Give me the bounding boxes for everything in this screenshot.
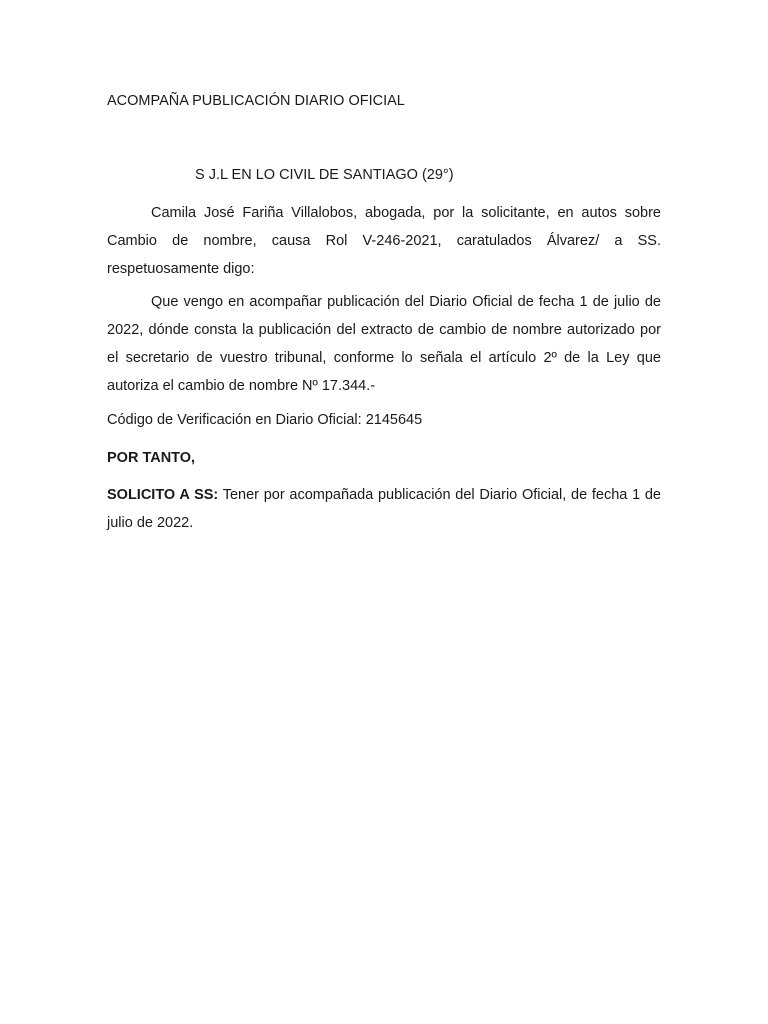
intro-paragraph: Camila José Fariña Villalobos, abogada, por la solicitante, en autos sobre Cambio de nombre, causa Rol V-246-2021, caratulados Álvarez/ a SS. respetuosamente digo: [107, 205, 661, 277]
court-addressee: S J.L EN LO CIVIL DE SANTIAGO (29°) [195, 167, 454, 183]
request-text: Tener por acompañada publicación del Diario Oficial, de fecha 1 de julio de 2022. [107, 487, 661, 531]
body-paragraph: Que vengo en acompañar publicación del Diario Oficial de fecha 1 de julio de 2022, dónde consta la publicación del extracto de cambio de nombre autorizado por el secretario de vuestro tribunal, conforme lo señala el artículo 2º de la Ley que autoriza el cambio de nombre Nº 17.344.- [107, 294, 661, 394]
por-tanto-heading: POR TANTO, [107, 450, 196, 466]
verification-code-line: Código de Verificación en Diario Oficial: 2145645 [107, 412, 423, 428]
request-paragraph [107, 481, 661, 537]
request-label: SOLICITO A SS: [107, 487, 219, 503]
document-title: ACOMPAÑA PUBLICACIÓN DIARIO OFICIAL [107, 93, 405, 109]
